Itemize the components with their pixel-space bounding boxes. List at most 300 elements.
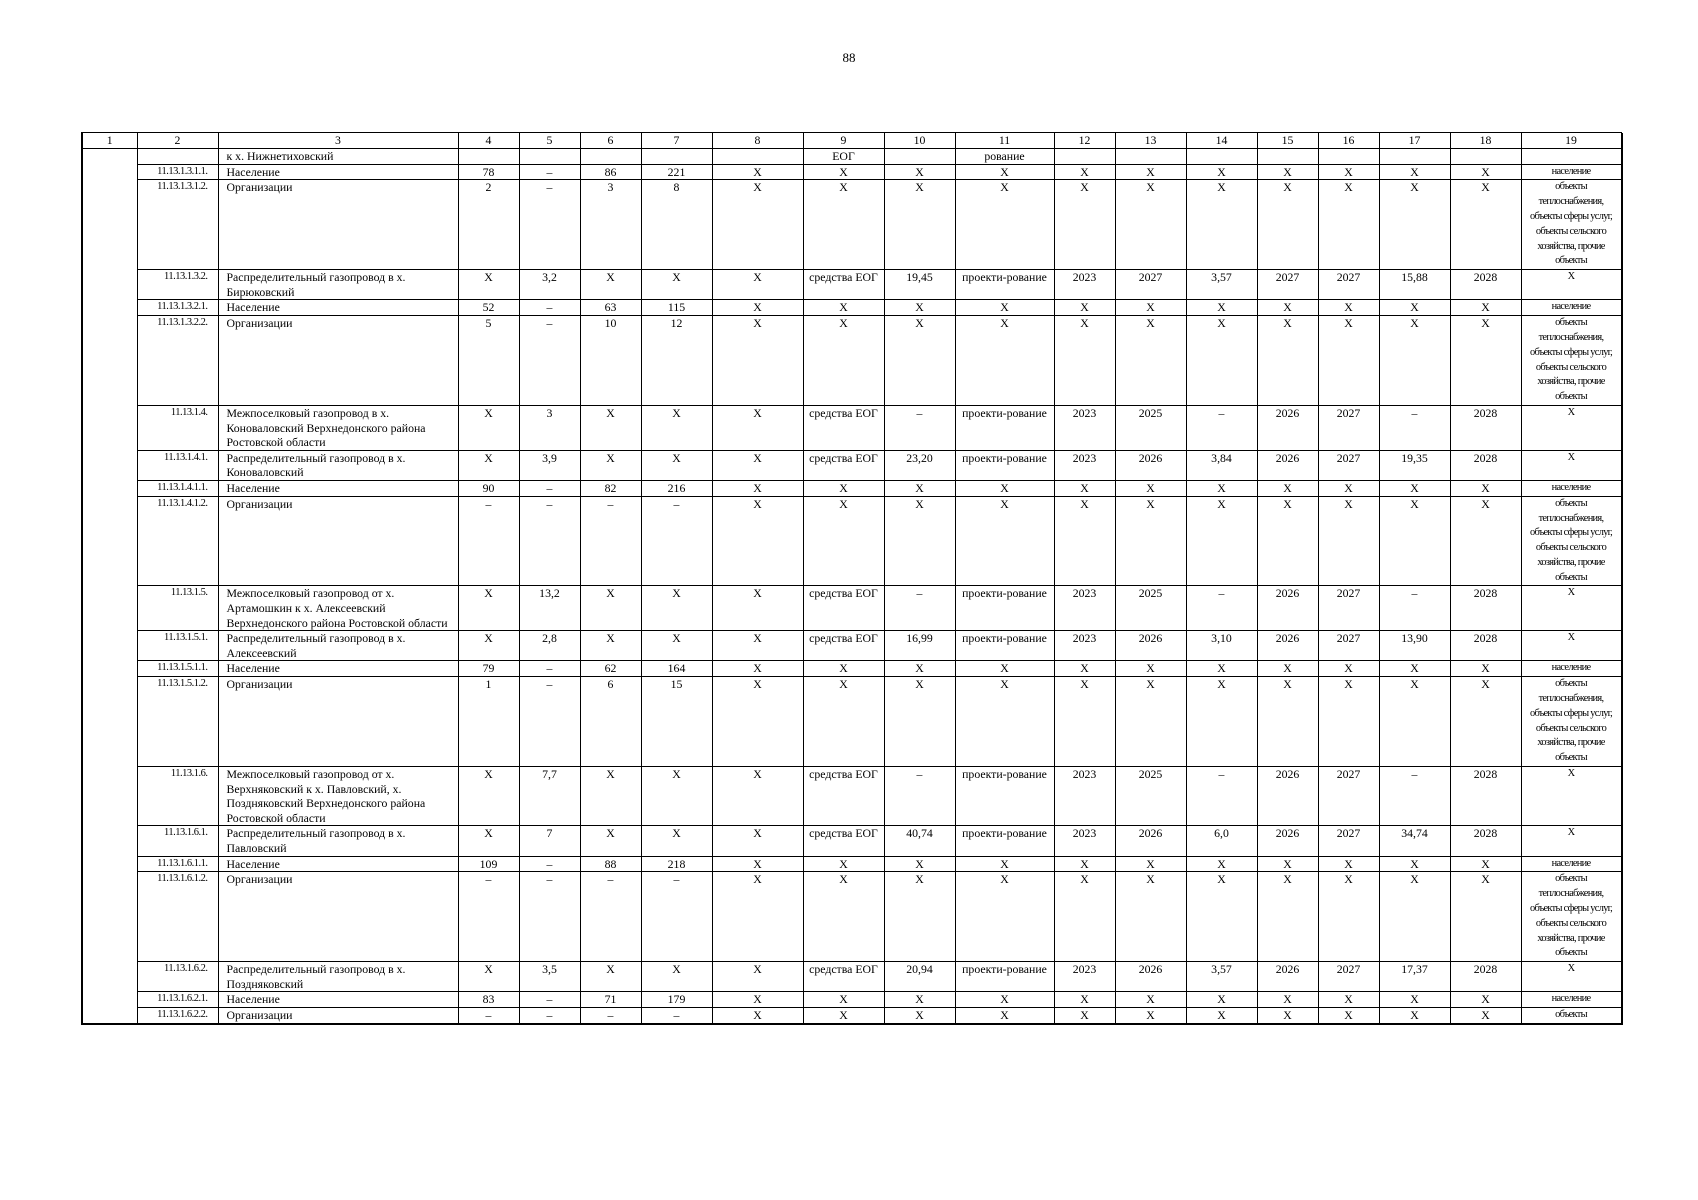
cell-value: 2023 (1054, 962, 1115, 992)
cell-number: 11.13.1.4. (137, 405, 218, 450)
cell-value: 2027 (1318, 450, 1379, 480)
cell-value: – (519, 180, 580, 270)
cell-value: 164 (641, 661, 712, 677)
cell-value: 2027 (1318, 767, 1379, 826)
col-header: 9 (803, 133, 884, 149)
cell-value: X (955, 180, 1054, 270)
cell-name: Распределительный газопровод в х. Бирюковский (218, 270, 458, 300)
table-row (82, 661, 1622, 677)
cell-value: 2,8 (519, 631, 580, 661)
col-header: 18 (1450, 133, 1521, 149)
table-row (82, 677, 1622, 767)
cell-value: X (1257, 316, 1318, 406)
cell-value: X (1450, 316, 1521, 406)
cell-value: 2026 (1115, 962, 1186, 992)
cell-value: 79 (458, 661, 519, 677)
cell-value: X (712, 586, 803, 631)
cell-value: – (1379, 767, 1450, 826)
cell-value: X (712, 661, 803, 677)
cell-purpose: объекты (1521, 1008, 1621, 1024)
cell-value: – (641, 1008, 712, 1024)
cell-value: X (1186, 164, 1257, 180)
cell-empty (82, 180, 137, 270)
cell-value: 2027 (1318, 631, 1379, 661)
cell-value: X (803, 856, 884, 872)
cell-value: 2023 (1054, 405, 1115, 450)
cell-value: 2028 (1450, 767, 1521, 826)
cell-value: средства ЕОГ (803, 405, 884, 450)
cell-value: 2028 (1450, 405, 1521, 450)
cell-value: – (519, 1008, 580, 1024)
cell-value: 2023 (1054, 631, 1115, 661)
table-row (82, 631, 1622, 661)
cell-value: 115 (641, 300, 712, 316)
cell-value: 2028 (1450, 826, 1521, 856)
cell-value: X (1115, 496, 1186, 586)
cell-value: 23,20 (884, 450, 955, 480)
cell-value (712, 149, 803, 165)
col-header: 13 (1115, 133, 1186, 149)
table-row (82, 962, 1622, 992)
col-header: 11 (955, 133, 1054, 149)
cell-value: X (803, 316, 884, 406)
cell-value: X (580, 826, 641, 856)
col-header: 16 (1318, 133, 1379, 149)
cell-value: X (1450, 992, 1521, 1008)
cell-value: – (884, 586, 955, 631)
cell-value: 179 (641, 992, 712, 1008)
cell-number: 11.13.1.5.1.1. (137, 661, 218, 677)
col-header: 10 (884, 133, 955, 149)
cell-value: 2023 (1054, 826, 1115, 856)
cell-value: – (519, 316, 580, 406)
cell-value: X (803, 480, 884, 496)
cell-purpose: X (1521, 962, 1621, 992)
cell-value: X (1379, 180, 1450, 270)
cell-value: 82 (580, 480, 641, 496)
cell-value: X (712, 316, 803, 406)
cell-purpose: X (1521, 405, 1621, 450)
cell-value: X (955, 677, 1054, 767)
cell-value: средства ЕОГ (803, 586, 884, 631)
cell-value (580, 149, 641, 165)
table-row (82, 270, 1622, 300)
cell-value: X (1318, 677, 1379, 767)
cell-purpose: объекты теплоснабжения, объекты сферы услуг, объекты сельского хозяйства, прочие объекты (1521, 180, 1621, 270)
cell-value: X (1115, 856, 1186, 872)
cell-value: X (803, 992, 884, 1008)
cell-value: X (1318, 180, 1379, 270)
cell-value (458, 149, 519, 165)
cell-value: – (519, 677, 580, 767)
cell-value: – (519, 661, 580, 677)
cell-value: 6,0 (1186, 826, 1257, 856)
cell-value: X (803, 164, 884, 180)
cell-value: X (955, 661, 1054, 677)
cell-value: X (1379, 480, 1450, 496)
cell-value: 10 (580, 316, 641, 406)
cell-value: – (519, 300, 580, 316)
cell-value: X (712, 480, 803, 496)
col-header: 19 (1521, 133, 1621, 149)
table-row (82, 872, 1622, 962)
cell-empty (82, 586, 137, 631)
cell-value: X (955, 1008, 1054, 1024)
cell-value: – (1379, 586, 1450, 631)
cell-value: 16,99 (884, 631, 955, 661)
cell-value: X (1186, 992, 1257, 1008)
cell-name: Организации (218, 1008, 458, 1024)
cell-value: X (955, 480, 1054, 496)
cell-value: 2026 (1257, 631, 1318, 661)
cell-value: 2026 (1257, 586, 1318, 631)
cell-value: X (1257, 992, 1318, 1008)
cell-value: X (1054, 180, 1115, 270)
cell-value: средства ЕОГ (803, 270, 884, 300)
cell-value: X (1186, 872, 1257, 962)
cell-value: X (1450, 856, 1521, 872)
cell-purpose: объекты теплоснабжения, объекты сферы услуг, объекты сельского хозяйства, прочие объекты (1521, 316, 1621, 406)
cell-value: X (580, 405, 641, 450)
cell-value: проекти-рование (955, 826, 1054, 856)
col-header: 8 (712, 133, 803, 149)
cell-empty (82, 316, 137, 406)
cell-value: X (1318, 992, 1379, 1008)
cell-value: X (1257, 856, 1318, 872)
cell-empty (82, 872, 137, 962)
cell-value: X (1379, 677, 1450, 767)
cell-value: X (1450, 300, 1521, 316)
cell-purpose: X (1521, 450, 1621, 480)
cell-value: X (1450, 677, 1521, 767)
cell-number (137, 149, 218, 165)
cell-value: 3,10 (1186, 631, 1257, 661)
cell-value: X (884, 496, 955, 586)
cell-value: X (884, 316, 955, 406)
table-row (82, 164, 1622, 180)
cell-number: 11.13.1.3.2.1. (137, 300, 218, 316)
cell-value: X (641, 767, 712, 826)
cell-value: 15,88 (1379, 270, 1450, 300)
cell-name: Распределительный газопровод в х. Коноваловский (218, 450, 458, 480)
cell-value: проекти-рование (955, 270, 1054, 300)
cell-value: X (712, 767, 803, 826)
cell-value: 13,90 (1379, 631, 1450, 661)
cell-value: X (712, 164, 803, 180)
cell-number: 11.13.1.5.1.2. (137, 677, 218, 767)
table-row (82, 450, 1622, 480)
cell-value: X (955, 164, 1054, 180)
table-row (82, 405, 1622, 450)
cell-value: 2 (458, 180, 519, 270)
cell-value: 2023 (1054, 450, 1115, 480)
cell-value: X (1186, 316, 1257, 406)
cell-value (641, 149, 712, 165)
cell-value: 2023 (1054, 270, 1115, 300)
cell-value: 7 (519, 826, 580, 856)
cell-value: X (1186, 661, 1257, 677)
cell-value (1257, 149, 1318, 165)
cell-value: 63 (580, 300, 641, 316)
cell-value: 218 (641, 856, 712, 872)
cell-value: X (1115, 480, 1186, 496)
cell-value: X (1379, 300, 1450, 316)
cell-value: средства ЕОГ (803, 450, 884, 480)
col-header: 6 (580, 133, 641, 149)
cell-purpose: население (1521, 480, 1621, 496)
table-row (82, 586, 1622, 631)
cell-value: 8 (641, 180, 712, 270)
cell-value: X (641, 631, 712, 661)
cell-value: X (1257, 164, 1318, 180)
cell-value: средства ЕОГ (803, 962, 884, 992)
cell-value: X (955, 872, 1054, 962)
cell-name: к х. Нижнетиховский (218, 149, 458, 165)
cell-value: X (641, 450, 712, 480)
cell-purpose: X (1521, 586, 1621, 631)
cell-value: – (580, 1008, 641, 1024)
cell-value: X (1257, 300, 1318, 316)
cell-value: проекти-рование (955, 405, 1054, 450)
cell-empty (82, 992, 137, 1008)
cell-value: X (1186, 856, 1257, 872)
cell-value: X (1257, 677, 1318, 767)
cell-value: X (1450, 164, 1521, 180)
cell-value: проекти-рование (955, 450, 1054, 480)
cell-number: 11.13.1.4.1.2. (137, 496, 218, 586)
cell-value: X (641, 586, 712, 631)
cell-value: X (1115, 992, 1186, 1008)
cell-value: X (1115, 1008, 1186, 1024)
cell-empty (82, 149, 137, 165)
cell-value: X (458, 826, 519, 856)
cell-value: X (1054, 1008, 1115, 1024)
cell-value: X (1186, 677, 1257, 767)
cell-value: 19,45 (884, 270, 955, 300)
cell-value: 2027 (1318, 586, 1379, 631)
cell-name: Население (218, 856, 458, 872)
cell-value: 20,94 (884, 962, 955, 992)
header-row (82, 133, 1622, 149)
cell-value: X (1318, 316, 1379, 406)
cell-value: X (1054, 164, 1115, 180)
cell-value: 216 (641, 480, 712, 496)
cell-number: 11.13.1.5. (137, 586, 218, 631)
table-row (82, 300, 1622, 316)
cell-name: Население (218, 480, 458, 496)
cell-value: X (1450, 480, 1521, 496)
cell-value: 40,74 (884, 826, 955, 856)
cell-value: – (519, 164, 580, 180)
cell-value: X (884, 661, 955, 677)
cell-empty (82, 826, 137, 856)
cell-value: – (884, 405, 955, 450)
cell-value: X (1054, 872, 1115, 962)
cell-value: X (884, 480, 955, 496)
table-row (82, 496, 1622, 586)
cell-value: X (1115, 677, 1186, 767)
cell-name: Организации (218, 496, 458, 586)
cell-value: 34,74 (1379, 826, 1450, 856)
table-row (82, 767, 1622, 826)
cell-value: X (458, 962, 519, 992)
cell-value: X (641, 962, 712, 992)
col-header: 1 (82, 133, 137, 149)
cell-empty (82, 496, 137, 586)
cell-value: 3,84 (1186, 450, 1257, 480)
cell-value: 2026 (1257, 826, 1318, 856)
cell-value: X (1054, 496, 1115, 586)
cell-value: 2026 (1257, 767, 1318, 826)
cell-number: 11.13.1.3.1.2. (137, 180, 218, 270)
cell-value: X (1186, 180, 1257, 270)
cell-value: 2028 (1450, 270, 1521, 300)
cell-value: рование (955, 149, 1054, 165)
cell-name: Население (218, 300, 458, 316)
cell-value: – (580, 496, 641, 586)
col-header: 3 (218, 133, 458, 149)
cell-value: X (1318, 164, 1379, 180)
cell-empty (82, 164, 137, 180)
cell-value: X (712, 631, 803, 661)
cell-value: X (1054, 480, 1115, 496)
cell-number: 11.13.1.5.1. (137, 631, 218, 661)
cell-value (1115, 149, 1186, 165)
cell-purpose: объекты теплоснабжения, объекты сферы услуг, объекты сельского хозяйства, прочие объекты (1521, 677, 1621, 767)
cell-value: X (1379, 496, 1450, 586)
cell-value: средства ЕОГ (803, 631, 884, 661)
cell-value: 6 (580, 677, 641, 767)
cell-value: X (712, 496, 803, 586)
cell-value: 109 (458, 856, 519, 872)
cell-value (1054, 149, 1115, 165)
cell-value: X (803, 872, 884, 962)
cell-value: X (1318, 872, 1379, 962)
cell-value (1318, 149, 1379, 165)
cell-purpose: население (1521, 856, 1621, 872)
cell-value: 3,2 (519, 270, 580, 300)
cell-value: – (458, 1008, 519, 1024)
cell-value: – (519, 856, 580, 872)
cell-value: 17,37 (1379, 962, 1450, 992)
cell-value: X (884, 856, 955, 872)
cell-value: X (1257, 1008, 1318, 1024)
cell-value: X (884, 164, 955, 180)
cell-value: X (712, 300, 803, 316)
cell-value: 7,7 (519, 767, 580, 826)
cell-value (519, 149, 580, 165)
cell-value: X (1115, 300, 1186, 316)
cell-name: Распределительный газопровод в х. Алексеевский (218, 631, 458, 661)
cell-value: – (519, 480, 580, 496)
cell-value: 2028 (1450, 450, 1521, 480)
cell-value: X (458, 586, 519, 631)
col-header: 15 (1257, 133, 1318, 149)
cell-value: 2026 (1257, 405, 1318, 450)
cell-value: 2027 (1318, 962, 1379, 992)
table-row (82, 1008, 1622, 1024)
cell-value: X (1054, 661, 1115, 677)
cell-value: проекти-рование (955, 631, 1054, 661)
cell-name: Распределительный газопровод в х. Павловский (218, 826, 458, 856)
cell-value: X (1054, 677, 1115, 767)
cell-name: Межпоселковый газопровод от х. Верхняковский к х. Павловский, х. Поздняковский Верхнедонского района Ростовской области (218, 767, 458, 826)
cell-value: X (580, 270, 641, 300)
cell-value: X (1186, 496, 1257, 586)
cell-empty (82, 767, 137, 826)
cell-purpose: население (1521, 992, 1621, 1008)
cell-empty (82, 631, 137, 661)
cell-value: ЕОГ (803, 149, 884, 165)
cell-value: X (1379, 992, 1450, 1008)
cell-value: X (1115, 164, 1186, 180)
cell-value: X (712, 826, 803, 856)
cell-empty (82, 450, 137, 480)
col-header: 14 (1186, 133, 1257, 149)
cell-value: 3,5 (519, 962, 580, 992)
cell-value: 3,57 (1186, 270, 1257, 300)
cell-value: X (1257, 872, 1318, 962)
cell-value: 2027 (1318, 405, 1379, 450)
cell-value: X (1115, 661, 1186, 677)
col-header: 2 (137, 133, 218, 149)
cell-empty (82, 962, 137, 992)
cell-purpose: объекты теплоснабжения, объекты сферы услуг, объекты сельского хозяйства, прочие объекты (1521, 872, 1621, 962)
cell-value: – (641, 872, 712, 962)
cell-value: 5 (458, 316, 519, 406)
cell-number: 11.13.1.6.1.1. (137, 856, 218, 872)
cell-purpose: X (1521, 767, 1621, 826)
cell-empty (82, 1008, 137, 1024)
col-header: 12 (1054, 133, 1115, 149)
cell-value: X (955, 496, 1054, 586)
table-row (82, 149, 1622, 165)
cell-value: X (1257, 180, 1318, 270)
col-header: 4 (458, 133, 519, 149)
cell-value: X (1379, 872, 1450, 962)
cell-name: Организации (218, 316, 458, 406)
cell-value: X (1450, 872, 1521, 962)
cell-purpose: население (1521, 300, 1621, 316)
cell-name: Население (218, 661, 458, 677)
cell-number: 11.13.1.3.2. (137, 270, 218, 300)
cell-purpose (1621, 149, 1622, 165)
cell-value: X (458, 405, 519, 450)
cell-value: X (712, 450, 803, 480)
cell-value: – (1186, 405, 1257, 450)
cell-value: X (803, 1008, 884, 1024)
cell-value (1450, 149, 1521, 165)
cell-value: проекти-рование (955, 767, 1054, 826)
cell-value: – (1379, 405, 1450, 450)
cell-value: X (1318, 661, 1379, 677)
cell-value: X (1379, 316, 1450, 406)
page-number: 88 (842, 50, 856, 65)
cell-value: X (884, 180, 955, 270)
cell-value: 2026 (1115, 631, 1186, 661)
cell-value: – (1186, 586, 1257, 631)
cell-value: X (803, 300, 884, 316)
cell-value: X (955, 856, 1054, 872)
cell-purpose: X (1521, 631, 1621, 661)
cell-name: Организации (218, 677, 458, 767)
cell-value: X (712, 856, 803, 872)
cell-value: 2027 (1115, 270, 1186, 300)
table-row (82, 992, 1622, 1008)
cell-value: проекти-рование (955, 586, 1054, 631)
cell-value: – (458, 872, 519, 962)
cell-value: X (1379, 661, 1450, 677)
